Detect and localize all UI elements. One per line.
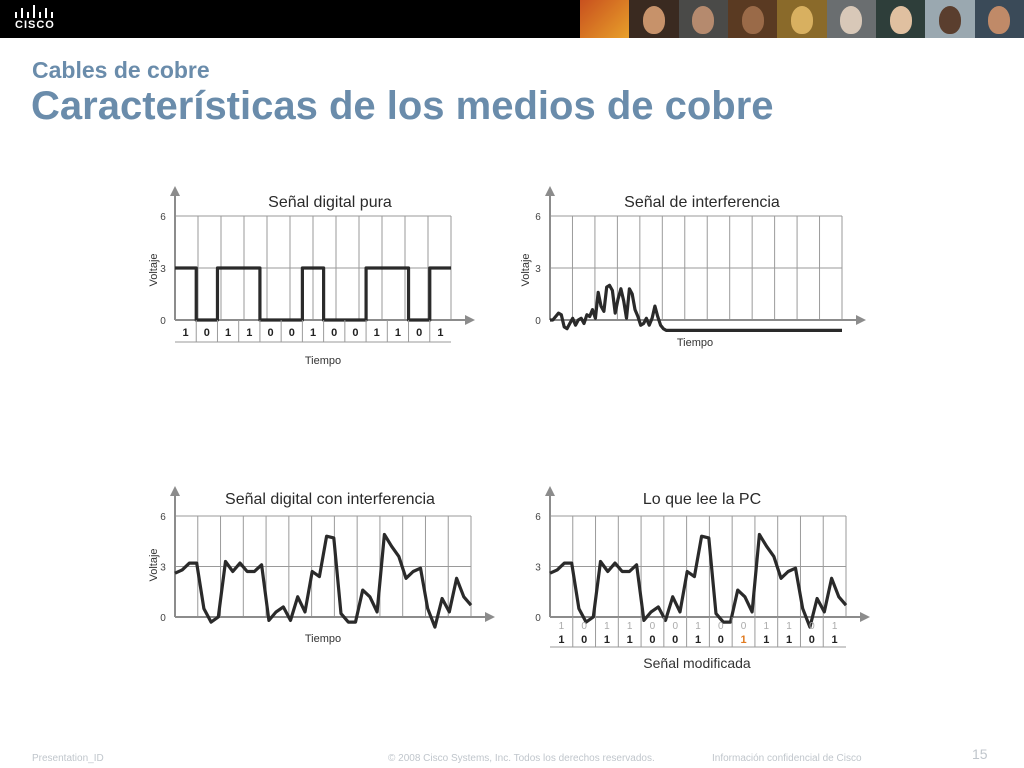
chart-what-pc-reads (512, 477, 882, 677)
chart-pure-digital-signal (140, 180, 510, 380)
y-axis-arrow (170, 486, 180, 496)
original-bit-label: 1 (763, 621, 770, 632)
bit-label: 1 (394, 327, 401, 339)
original-bit-label: 0 (649, 621, 656, 632)
read-bit-label: 1 (694, 634, 702, 646)
people-photo-strip (580, 0, 1024, 38)
photo-tile (975, 0, 1024, 38)
bit-label: 0 (352, 327, 359, 339)
read-bit-label: 1 (603, 634, 610, 646)
signal-line (550, 535, 846, 628)
y-tick-label: 0 (535, 613, 541, 624)
chart-title: Lo que lee la PC (642, 491, 762, 508)
chart-interference-signal (512, 180, 882, 380)
bit-label: 0 (416, 327, 423, 339)
photo-tile (679, 0, 728, 38)
x-axis-label: Tiempo (304, 355, 342, 367)
original-bit-label: 1 (558, 621, 565, 632)
y-tick-label: 0 (160, 316, 166, 327)
original-bit-label: 1 (604, 621, 610, 632)
y-tick-label: 6 (160, 512, 166, 523)
x-axis-arrow (465, 315, 475, 325)
chart-title: Señal de interferencia (624, 194, 780, 211)
original-bit-label: 1 (626, 621, 633, 632)
photo-tile (728, 0, 777, 38)
read-bit-label: 1 (831, 634, 838, 646)
slide-title: Características de los medios de cobre (31, 84, 774, 128)
bit-label: 1 (225, 327, 232, 339)
read-bit-label: 1 (626, 634, 633, 646)
original-bit-label: 0 (581, 621, 587, 632)
bit-label: 1 (246, 327, 253, 339)
y-axis-arrow (545, 486, 555, 496)
read-bit-label: 1 (558, 634, 565, 646)
bit-label: 1 (182, 327, 189, 339)
y-axis-arrow (170, 186, 180, 196)
y-tick-label: 3 (535, 264, 541, 275)
read-bit-label: 0 (581, 634, 588, 646)
slide-subtitle: Cables de cobre (32, 57, 210, 83)
original-bit-label: 0 (740, 621, 747, 632)
y-tick-label: 3 (535, 562, 541, 574)
original-bit-label: 0 (672, 621, 679, 632)
cisco-bars-icon (14, 4, 62, 20)
original-bit-label: 1 (695, 621, 701, 632)
signal-line (550, 285, 842, 330)
original-bit-label: 1 (831, 621, 838, 632)
chart-title: Señal digital con interferencia (225, 491, 435, 508)
bit-label: 0 (203, 327, 210, 339)
x-axis-arrow (485, 612, 495, 622)
read-bit-label: 1 (786, 634, 793, 646)
chart-title: Señal digital pura (268, 194, 392, 211)
read-bit-label: 0 (649, 634, 656, 646)
signal-line (175, 535, 471, 628)
error-bit-label: 1 (740, 634, 747, 646)
chart-digital-signal-with-interference (140, 477, 510, 677)
y-tick-label: 3 (160, 562, 166, 574)
footer-copyright: © 2008 Cisco Systems, Inc. Todos los derechos reservados. (388, 753, 655, 764)
y-axis-label: Voltaje (148, 253, 160, 287)
x-axis-label: Señal modificada (643, 655, 751, 671)
read-bit-label: 0 (808, 634, 815, 646)
x-axis-label: Tiempo (304, 633, 342, 645)
original-bit-label: 1 (786, 621, 792, 632)
original-bit-label: 0 (717, 621, 724, 632)
logo-wordmark: CISCO (15, 19, 55, 31)
photo-tile (876, 0, 925, 38)
bit-label: 1 (373, 327, 380, 339)
footer-confidential: Información confidencial de Cisco (712, 753, 862, 764)
photo-tile (629, 0, 678, 38)
footer-presentation-id: Presentation_ID (32, 753, 104, 764)
y-tick-label: 0 (535, 316, 541, 327)
bit-label: 1 (437, 327, 444, 339)
x-axis-label: Tiempo (676, 337, 714, 349)
y-axis-label: Voltaje (520, 253, 532, 287)
original-bit-label: 0 (809, 621, 815, 632)
read-bit-label: 0 (672, 634, 679, 646)
read-bit-label: 0 (717, 634, 724, 646)
photo-tile (827, 0, 876, 38)
y-tick-label: 6 (535, 212, 541, 223)
cisco-logo (12, 4, 64, 34)
y-axis-label: Voltaje (148, 548, 160, 582)
x-axis-arrow (856, 315, 866, 325)
bit-label: 0 (267, 327, 274, 339)
bit-label: 0 (288, 327, 295, 339)
photo-tile (580, 0, 629, 38)
page-number: 15 (972, 746, 988, 762)
bit-label: 1 (309, 327, 317, 339)
y-tick-label: 3 (160, 264, 166, 275)
bit-label: 0 (331, 327, 338, 339)
y-tick-label: 6 (535, 512, 541, 523)
x-axis-arrow (860, 612, 870, 622)
photo-tile (925, 0, 974, 38)
photo-tile (777, 0, 826, 38)
y-tick-label: 6 (160, 212, 166, 223)
read-bit-label: 1 (763, 634, 770, 646)
y-tick-label: 0 (160, 613, 166, 624)
top-banner (0, 0, 1024, 38)
y-axis-arrow (545, 186, 555, 196)
